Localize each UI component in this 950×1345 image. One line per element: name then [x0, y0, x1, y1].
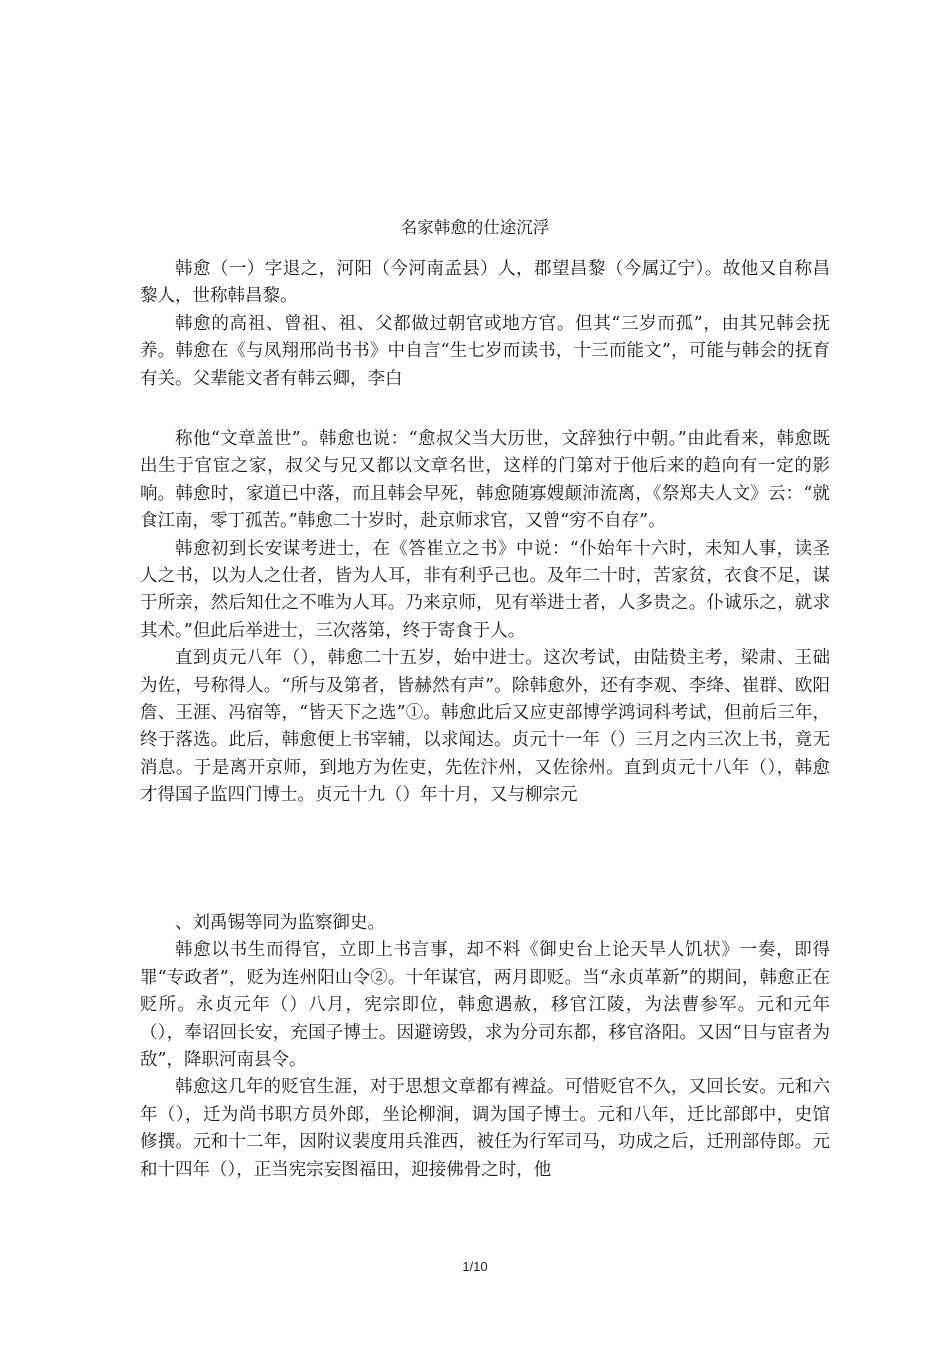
paragraph-4: 韩愈初到长安谋考进士，在《答崔立之书》中说：“仆始年十六时，未知人事，读圣人之书，以为人之仕者，皆为人耳，非有利乎己也。及年二十时，苦家贫，衣食不足，谋于所亲，然后知仕之不唯为人耳。乃来京师，见有举进士者，人多贵之。仆诚乐之，就求其术。”但此后举进士，三次落第，终于寄食于人。 — [140, 538, 830, 641]
paragraph-3: 称他“文章盖世”。韩愈也说：“愈叔父当大历世，文辞独行中朝。”由此看来，韩愈既出生于官宦之家，叔父与兄又都以文章名世，这样的门第对于他后来的趋向有一定的影响。韩愈时，家道已中落，而且韩会早死，韩愈随寡嫂颠沛流离，《祭郑夫人文》云：“就食江南，零丁孤苦。”韩愈二十岁时，赴京师求官，又曾“穷不自存”。 — [140, 429, 830, 532]
paragraph-1: 韩愈（一）字退之，河阳（今河南孟县）人，郡望昌黎（今属辽宁）。故他又自称昌黎人，世称韩昌黎。 — [140, 259, 830, 307]
paragraph-2: 韩愈的高祖、曾祖、祖、父都做过朝官或地方官。但其“三岁而孤”，由其兄韩会抚养。韩愈在《与凤翔邢尚书书》中自言“生七岁而读书，十三而能文”，可能与韩会的抚育有关。父辈能文者有韩云卿，李白 — [140, 313, 830, 389]
paragraph-6: 、刘禹锡等同为监察御史。 — [175, 913, 385, 933]
text-block-2 — [140, 426, 830, 810]
text-block-3 — [140, 910, 830, 1184]
document-title: 名家韩愈的仕途沉浮 — [400, 218, 550, 237]
text-block-1 — [140, 256, 830, 393]
paragraph-7: 韩愈以书生而得官，立即上书言事，却不料《御史台上论天旱人饥状》一奏，即得罪“专政者”，贬为连州阳山令②。十年谋官，两月即贬。当“永贞革新”的期间，韩愈正在贬所。永贞元年（）八月，宪宗即位，韩愈遇赦，移官江陵，为法曹参军。元和元年（），奉诏回长安，充国子博士。因避谤毁，求为分司东都，移官洛阳。又因“日与宦者为敌”，降职河南县令。 — [140, 940, 830, 1071]
paragraph-8: 韩愈这几年的贬官生涯，对于思想文章都有裨益。可惜贬官不久，又回长安。元和六年（），迁为尚书职方员外郎，坐论柳涧，调为国子博士。元和八年，迁比部郎中，史馆修撰。元和十二年，因附议裴度用兵淮西，被任为行军司马，功成之后，迁刑部侍郎。元和十四年（），正当宪宗妄图福田，迎接佛骨之时，他 — [140, 1077, 830, 1180]
page-number: 1/10 — [462, 1259, 488, 1274]
paragraph-5: 直到贞元八年（），韩愈二十五岁，始中进士。这次考试，由陆贽主考，梁肃、王础为佐，号称得人。“所与及第者，皆赫然有声”。除韩愈外，还有李观、李绛、崔群、欧阳詹、王涯、冯宿等，“皆天下之选”①。韩愈此后又应吏部博学鸿词科考试，但前后三年，终于落选。此后，韩愈便上书宰辅，以求闻达。贞元十一年（）三月之内三次上书，竟无消息。于是离开京师，到地方为佐吏，先佐汴州，又佐徐州。直到贞元十八年（），韩愈才得国子监四门博士。贞元十九（）年十月，又与柳宗元 — [140, 648, 830, 806]
